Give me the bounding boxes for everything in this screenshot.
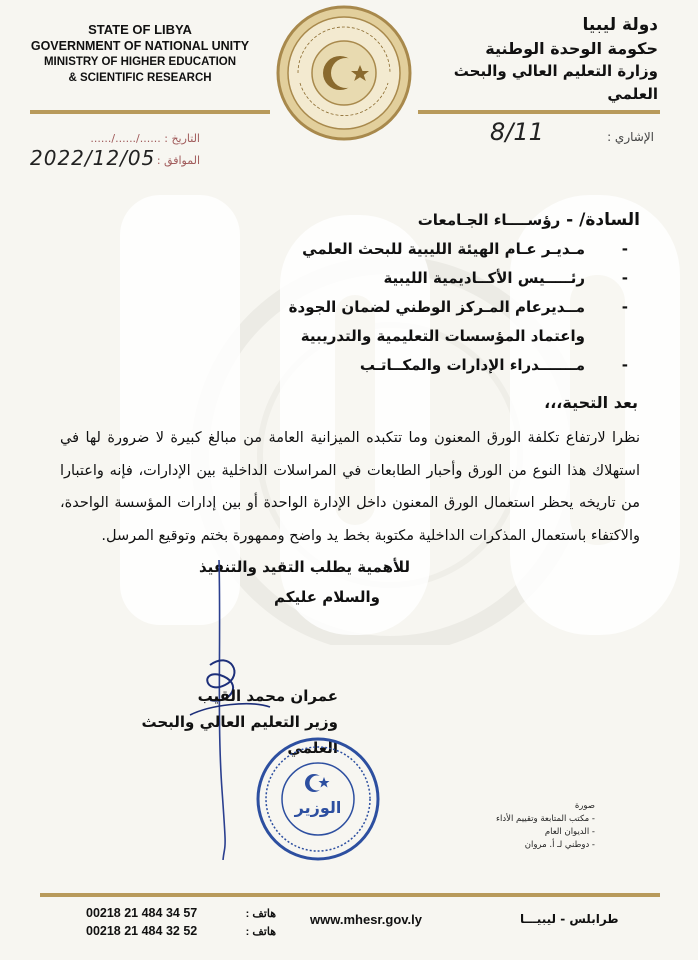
body-paragraph: نظرا لارتفاع تكلفة الورق المعنون وما تتكبده الميزانية العامة من مبالغ كبيرة لا ضرورة لها في استهلاك هذا النوع من الورق وأحبار الطابعات في المراسلات الداخلية بين الإدارات، فإنه واعتبارا من تاريخه يحظر استعمال الورق المعنون داخل الإدارة الواحدة أو بين إدارات المؤسسة الواحدة، والاكتفاء باستعمال المذكرات الداخلية مكتوبة بخط يد واضح وممهورة بختم وتوقيع المرسل. (60, 430, 640, 544)
copy-item-1: - الديوان العام (544, 827, 595, 837)
reference-label: الإشاري : (607, 130, 654, 144)
handwritten-reference: 8/11 (490, 118, 544, 146)
official-stamp (254, 735, 382, 863)
header-ar-line1: دولة ليبيا (582, 15, 658, 35)
phone-label-1: هاتف : (245, 908, 276, 920)
footer-phones (86, 905, 286, 941)
signatory-name: عمران محمد القيب (197, 687, 338, 705)
addressee-1: - مـديـر عـام الهيئة الليبية للبحث العلمي (60, 235, 640, 264)
header-ar-line3: وزارة التعليم العالي والبحث العلمي (453, 62, 658, 103)
salutation-line (60, 205, 640, 235)
footer-rule (40, 893, 660, 897)
copies-list (480, 800, 595, 852)
addressee-4: واعتماد المؤسسات التعليمية والتدريبية (300, 327, 585, 345)
signatory-title: وزير التعليم العالي والبحث العلمي (141, 713, 338, 757)
copy-item-0: - مكتب المتابعة وتقييم الأداء (496, 814, 595, 824)
header-en-line1: STATE OF LIBYA (88, 22, 192, 37)
salutation: السادة/ - (566, 210, 640, 230)
addressee-list (60, 235, 640, 380)
header-ar-line2: حكومة الوحدة الوطنية (485, 39, 658, 58)
date-label: التاريخ : ....../....../...... (90, 132, 200, 145)
addressee-2: - رئـــــيس الأكــاديمية الليبية (60, 264, 640, 293)
ministry-seal-emblem (274, 3, 414, 143)
hijri-label: الموافق : (156, 154, 200, 167)
closing-request: للأهمية يطلب التقيد والتنفيذ (198, 558, 410, 576)
header-rule-left (30, 110, 270, 114)
closing-regards: والسلام عليكم (274, 588, 380, 606)
footer-website: www.mhesr.gov.ly (310, 912, 422, 927)
stamp-label: الوزير (294, 798, 342, 817)
phone-label-2: هاتف : (245, 926, 276, 938)
copy-item-2: - دوطني لـ أ. مروان (524, 840, 595, 850)
phone-2: 00218 21 484 32 52 (86, 924, 198, 938)
handwritten-date: 2022/12/05 (30, 146, 156, 170)
header-rule-right (418, 110, 660, 114)
header-en-line4: & SCIENTIFIC RESEARCH (68, 72, 212, 84)
footer-city: طرابلس - ليبيـــا (520, 912, 619, 926)
letter-body (60, 205, 640, 612)
header-arabic (418, 14, 658, 106)
header-english (30, 22, 250, 86)
greeting: بعد التحية،،، (544, 393, 638, 412)
addressee-3: - مــديرعام المـركز الوطني لضمان الجودة (60, 293, 640, 322)
phone-1: 00218 21 484 34 57 (86, 906, 198, 920)
header-en-line2: GOVERNMENT OF NATIONAL UNITY (30, 39, 250, 53)
copies-label: صورة (574, 801, 595, 811)
addressee-5: - مـــــــدراء الإدارات والمكــاتـب (60, 351, 640, 380)
header-en-line3: MINISTRY OF HIGHER EDUCATION (43, 56, 237, 68)
addressee-0: رؤســــاء الجـامعات (417, 211, 561, 229)
